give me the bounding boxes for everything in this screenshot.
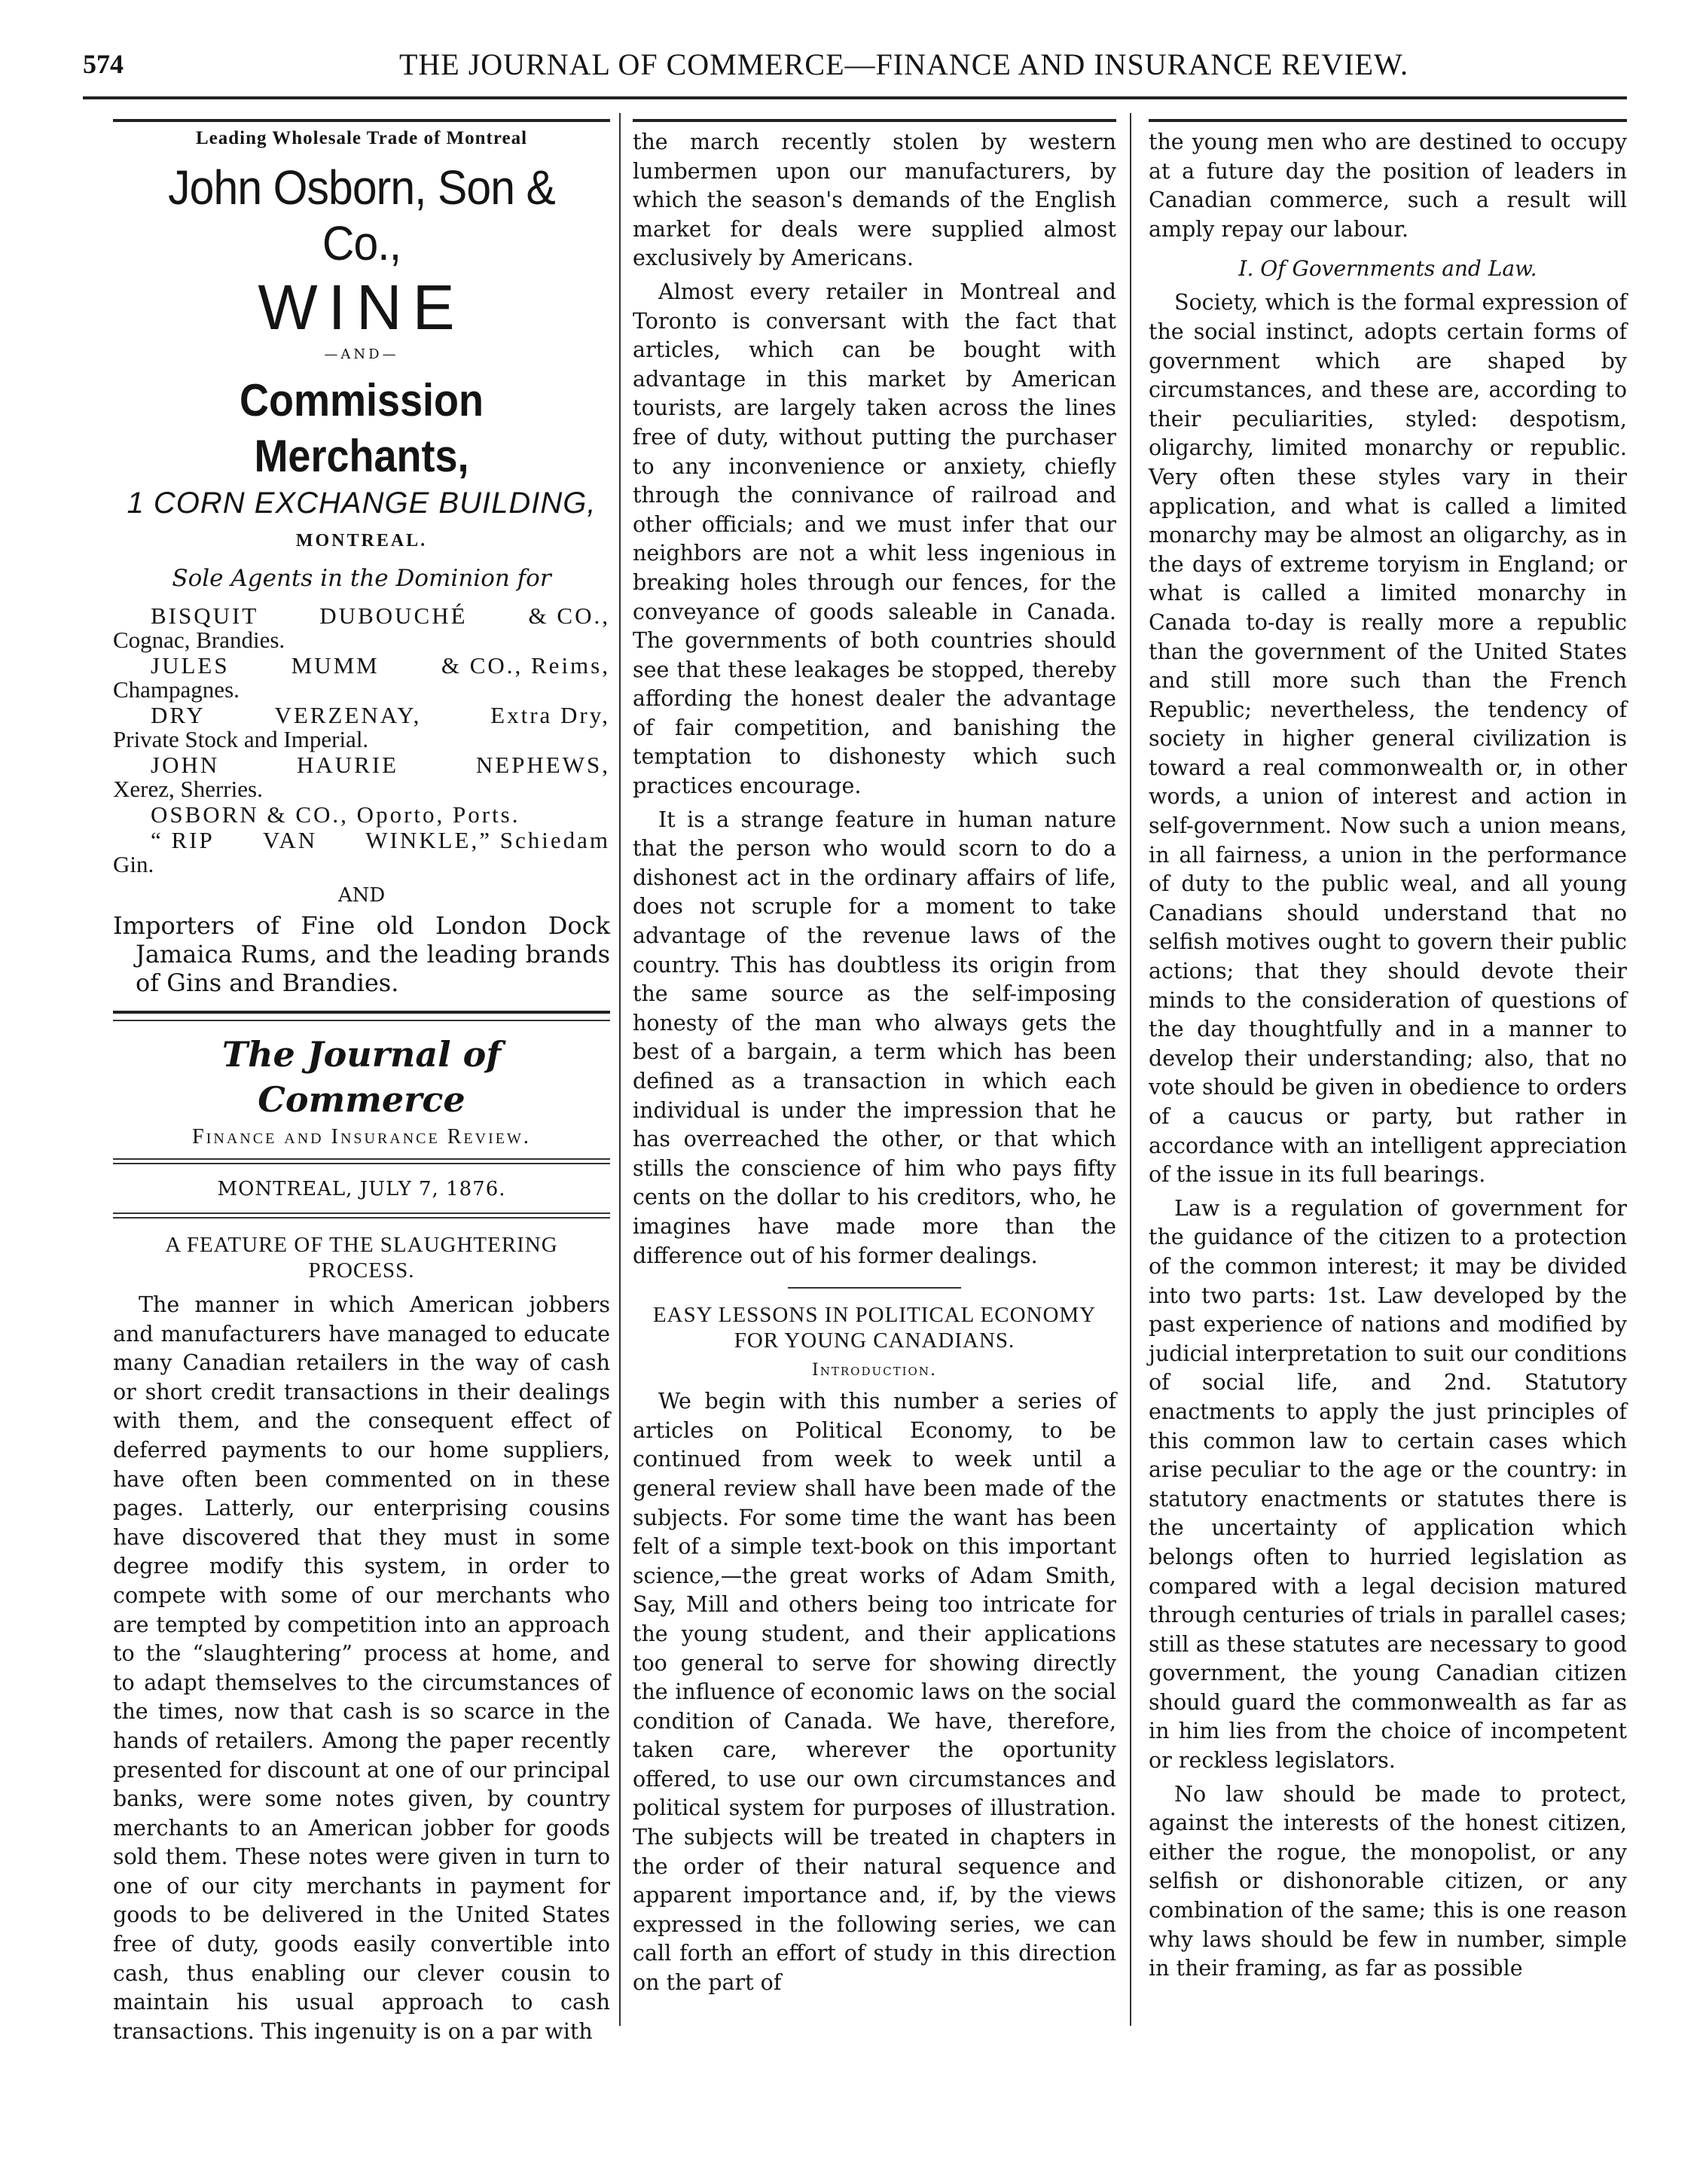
paragraph: the young men who are destined to occupy at a future day the position of leaders in Canadian commerce, such a result will amply repay our labour.: [1149, 130, 1627, 242]
brand-detail: Gin.: [113, 851, 154, 877]
brand-name: [113, 828, 610, 853]
ad-commission-merchants: Commission Merchants,: [239, 375, 484, 481]
brand-detail: Cognac, Brandies.: [113, 627, 285, 653]
brand-entry: [113, 703, 610, 752]
brand-entry: [113, 604, 610, 652]
paragraph: Law is a regulation of government for the guidance of the citizen to a protection of the common interest; it may be divided into two parts: 1st. Law developed by the past experience of nations and modified by judicial interpretation to suit our conditions of social life, and 2nd. Statutory enactments to apply the just principles of this common law to certain cases which arise peculiar to the age or the country: in statutory enactments or statutes there is the uncertainty of application which belongs often to hurried legislation as compared with a legal decision matured through centuries of trials in parallel cases; still as these statutes are necessary to good government, the young Canadian citizen should guard the commonwealth as far as in him lies from the choice of incompetent or reckless legislators.: [1149, 1195, 1627, 1774]
paragraph: Society, which is the formal expression of the social instinct, adopts certain forms of government which are shaped by circumstances, and these are, according to their peculiarities, styled: despotism, oligarchy, limited monarchy or republic. Very often these styles vary in their application, and what is called a limited monarchy may be almost an oligarchy, as in the days of extreme toryism in England; or what is called a limited monarchy in Canada to-day is really more a republic than the government of the United States and still more such than the French Republic; nevertheless, the tendency of society in higher general civilization is toward a real commonwealth or, in other words, a union of interest and action in self-government. Now such a union means, in all fairness, a union in the performance of duty to the public weal, and all young Canadians should understand that no selfish motives ought to govern their public actions; that they should devote their minds to the consideration of questions of the day thoughtfully and in a manner to develop their understanding; also, that no vote should be given in obedience to orders of a caucus or party, but rather in accordance with an intelligent appreciation of the issue in its full bearings.: [1149, 290, 1627, 1188]
article-body: [113, 1291, 610, 2046]
running-head: THE JOURNAL OF COMMERCE—FINANCE AND INSURANCE REVIEW.: [398, 47, 1409, 81]
brand-name-part: VAN: [262, 827, 318, 853]
ad-wine: WINE: [258, 272, 465, 343]
brand-name: [113, 604, 610, 628]
brand-name-part: “ RIP: [151, 827, 215, 853]
rule: [633, 119, 1116, 122]
brand-entry: [113, 828, 610, 877]
paragraph: the march recently stolen by western lumbermen upon our manufacturers, by which the season's demands of the English market for deals were supplied almost exclusively by Americans.: [633, 130, 1116, 271]
paragraph: It is a strange feature in human nature that the person who would scorn to do a dishonest act in the ordinary affairs of life, does not scruple for a moment to take advantage of the revenue laws of the country. This has doubtless its origin from the same source as the self-imposing honesty of the man who always gets the best of a bargain, a term which has been defined as a transaction in which each individual is under the impression that he has overreached the other, or that which stills the conscience of him who pays fifty cents on the dollar to his creditors, who, he imagines have made more than the difference out of his former dealings.: [633, 807, 1116, 1268]
page-header: [83, 47, 1627, 92]
ad-importers: Importers of Fine old London Dock Jamaica Rums, and the leading brands of Gins and Brandies.: [113, 911, 610, 997]
article-body: [1149, 288, 1627, 1983]
brand-name-part: JULES: [151, 652, 230, 679]
column-divider: [619, 113, 621, 2026]
paragraph: Almost every retailer in Montreal and Toronto is conversant with the fact that articles, which can be bought with advantage in this market by American tourists, are largely taken across the lines free of duty, without putting the purchaser to any inconvenience or anxiety, chiefly through the connivance of railroad and other officials; and we must infer that our neighbors are not a whit less ingenious in breaking holes through our fences, for the conveyance of goods saleable in Canada. The governments of both countries should see that these leakages be stopped, thereby affording the honest dealer the advantage of fair competition, and banishing the temptation to dishonesty which such practices encourage.: [633, 279, 1116, 799]
article-body: [633, 128, 1116, 1270]
brand-list: [113, 604, 610, 877]
brand-name: [113, 703, 610, 727]
ad-and: —AND—: [324, 346, 399, 362]
column-3: [1149, 113, 1627, 1988]
ad-and-label: AND: [337, 884, 386, 907]
rule: [113, 119, 610, 122]
ad-city: MONTREAL.: [295, 531, 428, 551]
brand-name: [113, 753, 610, 777]
masthead-title: The Journal of Commerce: [221, 1034, 502, 1120]
brand-entry: [113, 803, 610, 827]
article-subheading: Introduction.: [812, 1361, 937, 1380]
brand-name-part: MUMM: [291, 652, 380, 679]
brand-name-part: NEPHEWS,: [475, 752, 610, 778]
brand-name-part: BISQUIT: [151, 602, 259, 629]
masthead-subtitle: Finance and Insurance Review.: [192, 1125, 531, 1148]
brand-name: [113, 654, 610, 678]
section-heading: I. Of Governments and Law.: [1238, 256, 1537, 282]
ad-address: 1 CORN EXCHANGE BUILDING,: [127, 487, 597, 520]
rule: [1149, 119, 1627, 122]
brand-name-part: WINKLE,” Schiedam: [365, 827, 610, 853]
article-body: [633, 1387, 1116, 1997]
article-title: A FEATURE OF THE SLAUGHTERING PROCESS.: [165, 1233, 558, 1283]
paragraph: No law should be made to protect, against the interests of the honest citizen, either the rogue, the monopolist, or any selfish or dishonorable citizen, or any combination of the same; this is one reason why laws should be few in number, simple in their framing, as far as possible: [1149, 1781, 1627, 1981]
brand-name-part: Extra Dry,: [490, 702, 610, 728]
rule: [113, 1212, 610, 1219]
separator: [788, 1287, 961, 1289]
ad-agents-line: Sole Agents in the Dominion for: [172, 565, 551, 592]
brand-name-part: HAURIE: [296, 752, 399, 778]
brand-name-part: JOHN: [151, 752, 220, 778]
brand-name: [113, 803, 610, 827]
paragraph: The manner in which American jobbers and manufacturers have managed to educate many Canadian retailers in the way of cash or short credit transactions in their dealings with them, and the consequent effect of deferred payments to our home suppliers, have often been commented on in these pages. Latterly, our enterprising cousins have discovered that they must in some degree modify this system, in order to compete with some of our merchants who are tempted by competition into an approach to the “slaughtering” process at home, and to adapt themselves to the circumstances of the times, now that cash is so scarce in the hands of retailers. Among the paper recently presented for discount at one of our principal banks, were some notes given, by country merchants to an American jobber for goods sold them. These notes were given in turn to one of our city merchants in payment for goods to be delivered in the United States free of duty, goods easily convertible into cash, thus enabling our clever cousin to maintain his usual approach to cash transactions. This ingenuity is on a par with: [113, 1292, 610, 2044]
brand-name-part: & CO., Reims,: [441, 652, 610, 679]
column-1: [113, 113, 610, 2051]
rule: [113, 1020, 610, 1021]
brand-name-part: VERZENAY,: [274, 702, 422, 728]
dateline: MONTREAL, JULY 7, 1876.: [217, 1178, 506, 1200]
ad-firm-name: John Osborn, Son & Co.,: [168, 160, 555, 270]
brand-name-part: & CO.,: [528, 602, 610, 629]
brand-entry: [113, 654, 610, 702]
page-number: 574: [83, 49, 124, 79]
rule: [113, 1158, 610, 1164]
brand-entry: [113, 753, 610, 801]
ad-kicker: Leading Wholesale Trade of Montreal: [195, 128, 528, 148]
brand-name-part: OSBORN & CO., Oporto, Ports.: [151, 801, 520, 828]
masthead: [113, 1032, 610, 1152]
rule: [113, 1011, 610, 1014]
brand-detail: Champagnes.: [113, 676, 240, 703]
header-rule: [83, 96, 1627, 99]
article-title: EASY LESSONS IN POLITICAL ECONOMY FOR YOUNG CANADIANS.: [652, 1303, 1097, 1353]
column-divider: [1130, 113, 1131, 2026]
paragraph: We begin with this number a series of articles on Political Economy, to be continued from week to week until a general review shall have been made of the subjects. For some time the want has been felt of a simple text-book on this important science,—the great works of Adam Smith, Say, Mill and others being too intricate for the young student, and their applications too general to serve for showing directly the influence of economic laws on the social condition of Canada. We have, therefore, taken care, wherever the oportunity offered, to use our own circumstances and political system for purposes of illustration. The subjects will be treated in chapters in the order of their natural sequence and apparent importance and, if, by the views expressed in the following series, we can call forth an effort of study in this direction on the part of: [633, 1389, 1116, 1996]
advertisement: [113, 128, 610, 997]
column-2: [633, 113, 1116, 2003]
brand-detail: Xerez, Sherries.: [113, 776, 263, 802]
brand-name-part: DRY: [151, 702, 206, 728]
brand-detail: Private Stock and Imperial.: [113, 726, 369, 752]
brand-name-part: DUBOUCHÉ: [319, 602, 468, 629]
